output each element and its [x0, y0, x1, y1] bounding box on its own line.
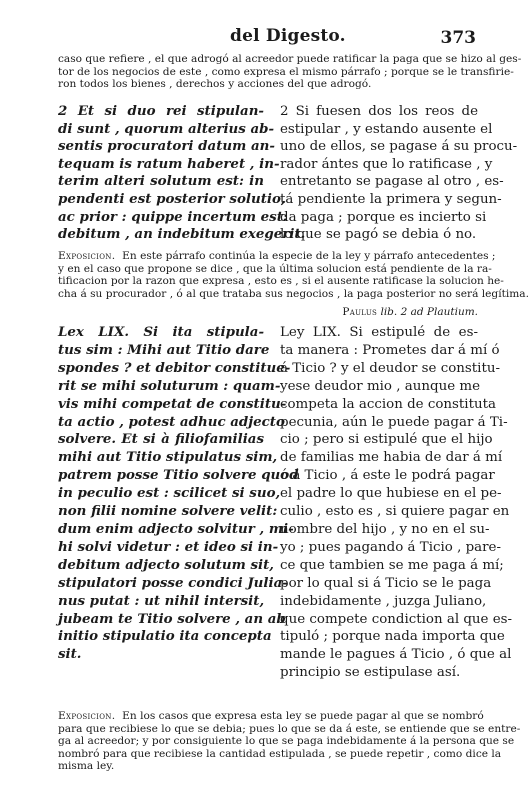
- spanish-line: tipuló ; porque nada importa que: [280, 629, 505, 645]
- spanish-line: de familias me habia de dar á mí: [280, 450, 503, 466]
- latin-line: vis mihi competat de constitu-: [58, 395, 287, 412]
- latin-line: in peculio est : scilicet si suo,: [58, 485, 281, 502]
- spanish-line: rador ántes que lo ratificase , y: [280, 156, 493, 172]
- spanish-line: estipular , y estando ausente el: [280, 121, 493, 137]
- latin-line: terim alteri solutum est: in: [58, 173, 264, 190]
- latin-line: solvere. Et si à filiofamilias: [58, 431, 264, 448]
- spanish-line: uno de ellos, se pagase á su procu-: [280, 139, 518, 155]
- attribution: [58, 306, 478, 318]
- spanish-line: por lo qual si á Ticio se le paga: [280, 575, 492, 591]
- latin-line: ac prior : quippe incertum est:: [58, 208, 288, 225]
- latin-column: [58, 103, 306, 244]
- spanish-line: yo ; pues pagando á Ticio , pare-: [280, 539, 501, 555]
- spanish-line: mande le pagues á Ticio , ó que al: [280, 647, 512, 663]
- exposition-line: ga al acreedor; y por consiguiente lo que se paga indebidamente á la persona que se: [58, 735, 515, 748]
- latin-line: stipulatori posse condici Julia-: [58, 574, 288, 591]
- exposition-1: [58, 250, 529, 300]
- latin-line: hi solvi videtur : et ideo si in-: [58, 538, 279, 555]
- spanish-line: que compete condiction al que es-: [280, 611, 513, 627]
- exposition-line: [58, 710, 484, 723]
- latin-line: di sunt , quorum alterius ab-: [58, 120, 275, 137]
- spanish-line: lo que se pagó se debia ó no.: [280, 227, 477, 243]
- spanish-line: pecunia, aún le puede pagar á Ti-: [280, 414, 508, 430]
- running-head: del Digesto.: [230, 26, 346, 46]
- spanish-column: [280, 103, 518, 244]
- spanish-line: Ley LIX. Si estipulé de es-: [280, 325, 478, 340]
- exposition-line: tificacion por la razon que expresa , esto es , si el ausente ratificase la solucion he-: [58, 275, 504, 288]
- latin-line: patrem posse Titio solvere quod: [58, 467, 299, 484]
- exposition-line: cha á su procurador , ó al que trataba sus negocios , la paga posterior no será legítima.: [58, 287, 529, 300]
- spanish-line: tá pendiente la primera y segun-: [280, 191, 502, 207]
- latin-line: sentis procuratori datum an-: [58, 138, 275, 155]
- exposition-label: Exposicion.: [58, 710, 116, 722]
- spanish-line: 2 Si fuesen dos los reos de: [280, 104, 478, 119]
- exposition-line: para que recibiese lo que se debia; pues lo que se da á este, se entiende que se entre-: [58, 722, 521, 735]
- latin-line: debitum adjecto solutum sit,: [58, 556, 274, 573]
- latin-line: spondes ? et debitor constitue-: [58, 359, 291, 376]
- latin-line: non filii nomine solvere velit:: [58, 503, 278, 520]
- exposition-label: Exposicion.: [58, 250, 116, 262]
- top-note-line: caso que refiere , el que adrogó al acreedor puede ratificar la paga que se hizo al ges-: [58, 53, 522, 65]
- exposition-line: misma ley.: [58, 760, 115, 773]
- latin-line: mihi aut Titio stipulatus sim,: [58, 449, 278, 466]
- latin-line: pendenti est posterior solutio,: [58, 190, 286, 207]
- top-note-line: tor de los negocios de este , como expresa el mismo párrafo ; porque se le transfirie-: [58, 65, 514, 78]
- spanish-line: da paga ; porque es incierto si: [280, 209, 487, 225]
- latin-line: 2 Et si duo rei stipulan-: [58, 103, 264, 119]
- latin-line: dum enim adjecto solvitur , mi-: [58, 520, 294, 537]
- top-note-line: ron todos los bienes , derechos y acciones del que adrogó.: [58, 78, 372, 91]
- latin-line: Lex LIX. Si ita stipula-: [58, 324, 264, 340]
- exposition-text: En este párrafo continúa la especie de la ley y párrafo antecedentes ;: [122, 250, 496, 262]
- spanish-line: ó á Ticio , á este le podrá pagar: [280, 468, 495, 484]
- attribution-source: lib. 2 ad Plautium.: [380, 306, 478, 318]
- exposition-line: [58, 250, 496, 263]
- exposition-line: y en el caso que propone se dice , que la última solucion está pendiente de la ra-: [58, 262, 492, 275]
- spanish-line: competa la accion de constituta: [280, 396, 496, 412]
- top-note: [58, 53, 522, 91]
- latin-line: ta actio , potest adhuc adjecto: [58, 413, 285, 430]
- spanish-line: el padre lo que hubiese en el pe-: [280, 486, 502, 502]
- latin-line: debitum , an indebitum exegerit.: [58, 226, 306, 243]
- latin-line: sit.: [58, 646, 82, 663]
- spanish-line: culio , esto es , si quiere pagar en: [280, 504, 510, 520]
- exposition-line: nombró para que recibiese la cantidad estipulada , se puede repetir , como dice la: [58, 747, 502, 760]
- latin-column: [58, 324, 299, 664]
- spanish-line: indebidamente , juzga Juliano,: [280, 593, 487, 609]
- latin-line: jubeam te Titio solvere , an ab: [58, 610, 286, 627]
- spanish-line: á Ticio ? y el deudor se constitu-: [280, 360, 500, 376]
- spanish-line: principio se estipulase así.: [280, 665, 461, 681]
- spanish-line: entretanto se pagase al otro , es-: [280, 174, 504, 190]
- latin-line: nus putat : ut nihil intersit,: [58, 592, 265, 609]
- spanish-line: ce que tambien se me paga á mí;: [280, 557, 504, 573]
- spanish-line: nombre del hijo , y no en el su-: [280, 521, 490, 537]
- spanish-line: yese deudor mio , aunque me: [280, 378, 480, 394]
- exposition-2: [58, 710, 521, 773]
- attribution-author: Paulus: [342, 306, 378, 318]
- latin-line: initio stipulatio ita concepta: [58, 628, 272, 645]
- latin-line: tus sim : Mihi aut Titio dare: [58, 341, 270, 358]
- latin-line: rit se mihi soluturum : quam-: [58, 377, 281, 394]
- exposition-text: En los casos que expresa esta ley se puede pagar al que se nombró: [122, 710, 484, 722]
- page-number: 373: [440, 28, 476, 48]
- latin-line: tequam is ratum haberet , in-: [58, 155, 280, 172]
- page-header: [0, 26, 532, 50]
- spanish-line: cio ; pero si estipulé que el hijo: [280, 432, 493, 448]
- spanish-line: ta manera : Prometes dar á mí ó: [280, 342, 500, 358]
- spanish-column: [280, 324, 513, 682]
